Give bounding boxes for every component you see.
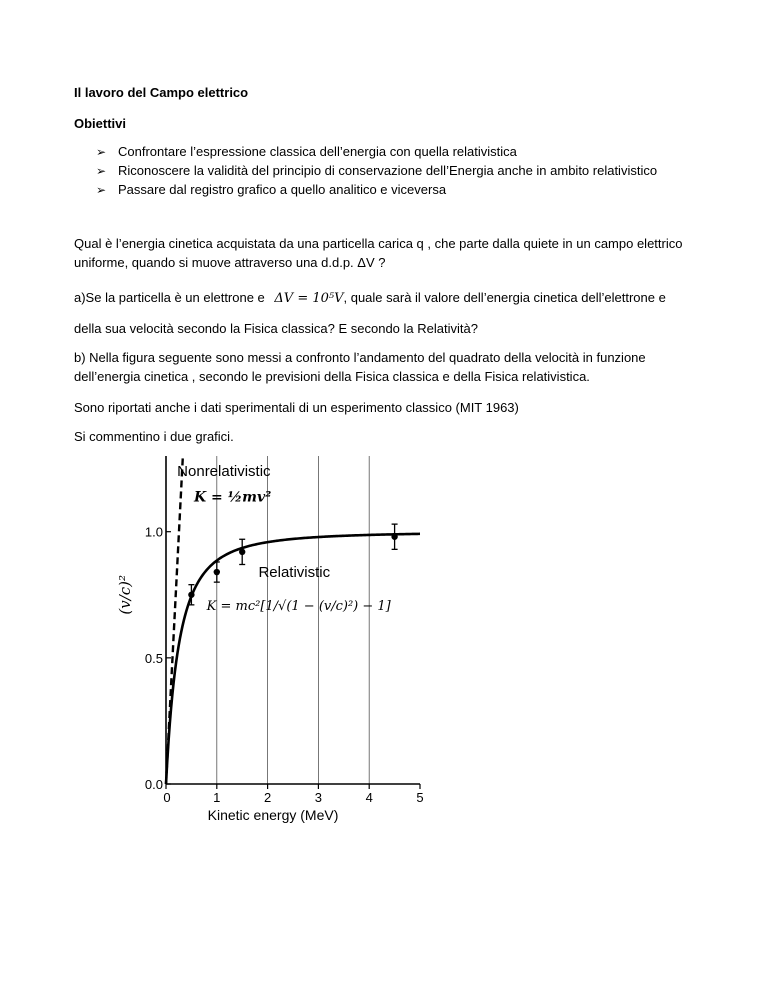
x-tick-label: 2: [263, 790, 272, 805]
part-a-line2: della sua velocità secondo la Fisica classica? E secondo la Relatività?: [74, 321, 478, 336]
x-tick-label: 1: [213, 790, 221, 805]
arrowhead-bullet-icon: ➢: [96, 183, 107, 197]
y-tick-label: 1.0: [144, 524, 163, 540]
y-tick-label: 0.0: [144, 777, 163, 792]
data-point: [214, 569, 220, 575]
part-a-prefix: a)Se la particella è un elettrone e: [74, 290, 265, 305]
objective-text: Confrontare l’espressione classica dell’energia con quella relativistica: [118, 144, 517, 159]
x-tick-label: 3: [314, 790, 323, 805]
data-note: Sono riportati anche i dati sperimentali di un esperimento classico (MIT 1963): [74, 400, 519, 415]
data-point: [188, 592, 194, 598]
data-point: [391, 534, 397, 540]
formula-relativistic: K = mc²[1/√(1 − (v/c)²) − 1]: [206, 598, 391, 614]
series-label-nonrelativistic: Nonrelativistic: [177, 463, 271, 481]
objective-item: [96, 181, 446, 199]
x-tick-label: 4: [365, 790, 373, 805]
part-b-line: dell’energia cinetica , secondo le previsioni della Fisica classica e della Fisica relativistica.: [74, 369, 590, 384]
figure-chart: [116, 452, 440, 824]
objective-text: Passare dal registro grafico a quello analitico e viceversa: [118, 182, 447, 197]
chart-svg: [116, 452, 440, 824]
document-title: Il lavoro del Campo elettrico: [74, 85, 249, 100]
objective-item: [96, 162, 657, 180]
arrowhead-bullet-icon: ➢: [96, 164, 107, 178]
objective-item: [96, 143, 517, 161]
arrowhead-bullet-icon: ➢: [96, 145, 107, 159]
data-point: [239, 549, 245, 555]
objective-text: Riconoscere la validità del principio di conservazione dell’Energia anche in ambito relativistico: [118, 163, 658, 178]
question-line: uniforme, quando si muove attraverso una d.d.p. ΔV ?: [74, 255, 386, 270]
y-axis-title: (v/c)²: [116, 574, 134, 615]
objectives-heading: Obiettivi: [74, 116, 127, 131]
part-b-line: b) Nella figura seguente sono messi a confronto l’andamento del quadrato della velocità in funzione: [74, 350, 646, 365]
part-a-line: [74, 289, 666, 308]
x-tick-label: 5: [416, 790, 424, 805]
formula-nonrelativistic: K = ½mv²: [193, 489, 272, 506]
question-line: Qual è l’energia cinetica acquistata da una particella carica q , che parte dalla quiete in un campo elettrico: [74, 236, 683, 251]
y-tick-label: 0.5: [144, 650, 163, 666]
x-axis-title: Kinetic energy (MeV): [207, 807, 339, 823]
part-a-suffix: , quale sarà il valore dell’energia cinetica dell’elettrone e: [343, 290, 666, 305]
part-a-math: ΔV = 10⁵V: [274, 291, 344, 306]
x-tick-label: 0: [163, 790, 171, 805]
comment-line: Si commentino i due grafici.: [74, 429, 234, 444]
series-label-relativistic: Relativistic: [258, 564, 331, 582]
